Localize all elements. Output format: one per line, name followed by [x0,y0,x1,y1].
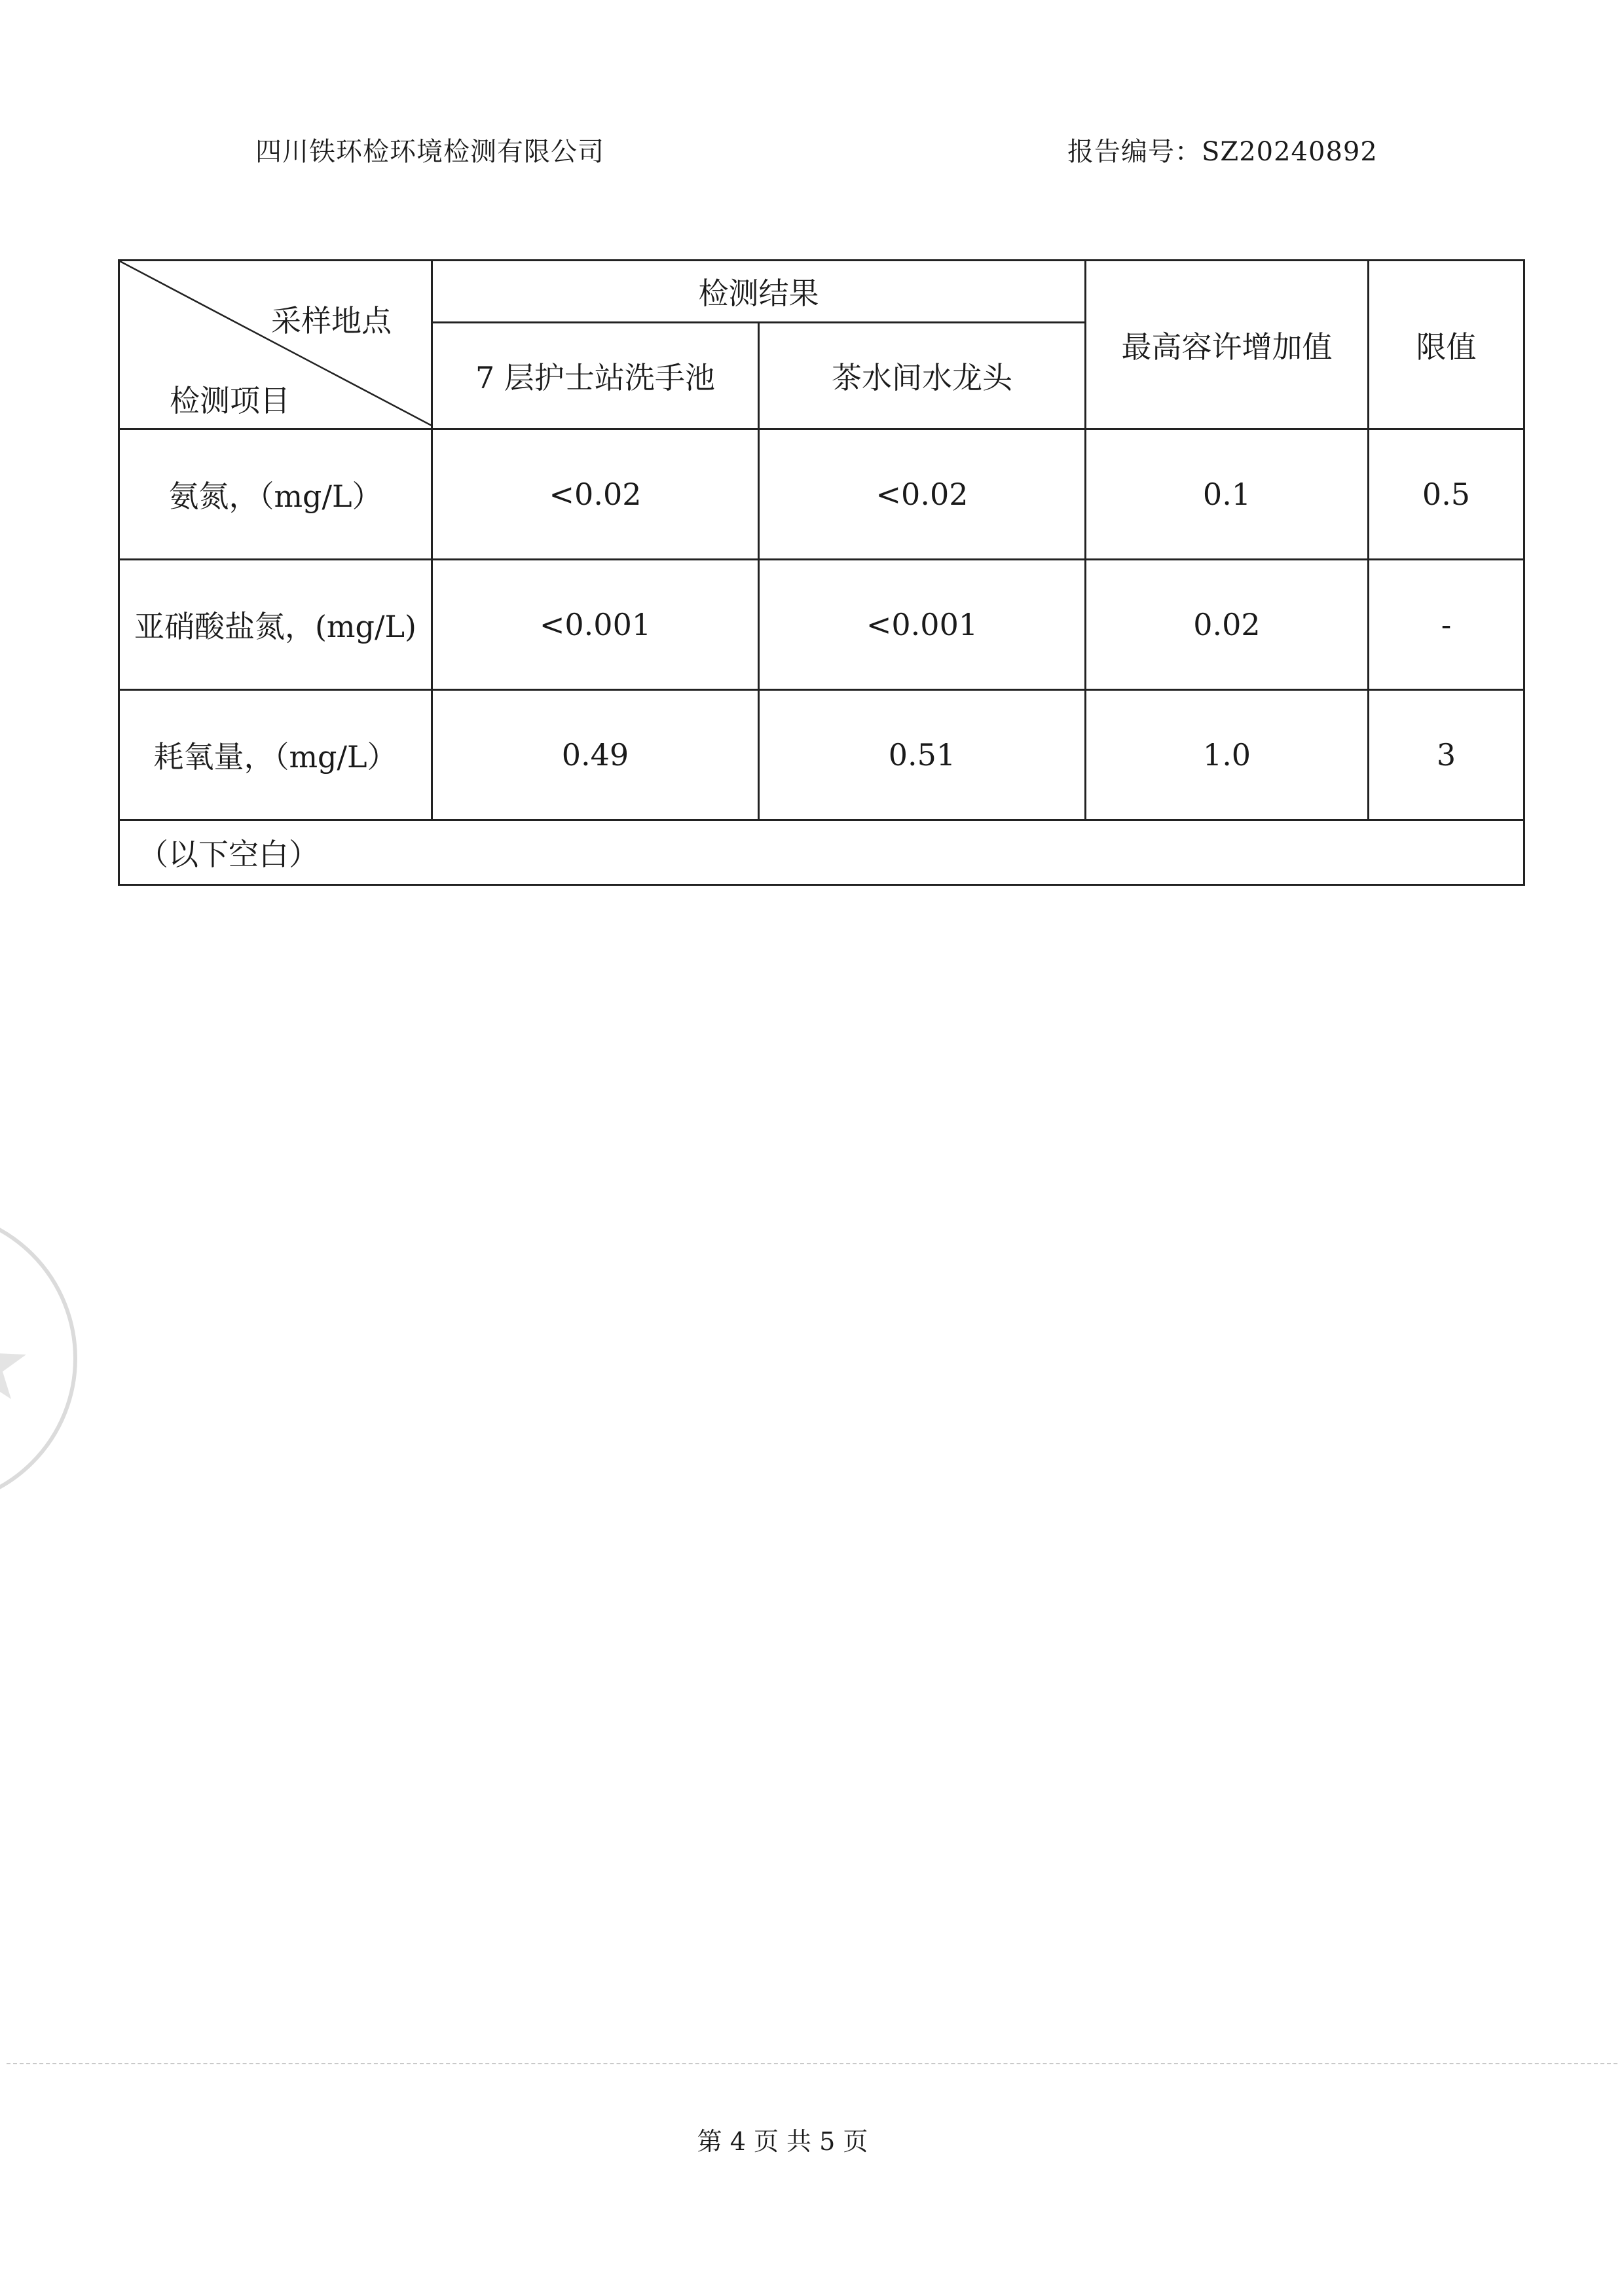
results-table [118,259,1525,886]
max-increase-value: 0.02 [1086,560,1369,690]
table-row [119,690,1524,820]
blank-note: （以下空白） [119,820,1524,885]
results-header: 检测结果 [432,261,1086,323]
test-item-label: 检测项目 [170,383,290,418]
page-number: 第 4 页 共 5 页 [697,2127,868,2156]
location-1-value: <0.02 [432,429,759,560]
max-increase-value: 1.0 [1086,690,1369,820]
table-row [119,429,1524,560]
max-increase-header: 最高容许增加值 [1086,261,1369,429]
report-number: 报告编号：SZ20240892 [1067,137,1378,167]
sampling-location-label: 采样地点 [271,303,392,338]
limit-header: 限值 [1369,261,1524,429]
item-cell: 耗氧量，（mg/L） [119,690,432,820]
location-1-value: <0.001 [432,560,759,690]
max-increase-value: 0.1 [1086,429,1369,560]
location-1-value: 0.49 [432,690,759,820]
location-2-value: <0.02 [759,429,1086,560]
item-cell: 亚硝酸盐氮，(mg/L) [119,560,432,690]
limit-value: 0.5 [1369,429,1524,560]
limit-value: - [1369,560,1524,690]
company-name: 四川铁环检环境检测有限公司 [255,137,604,167]
item-cell: 氨氮，（mg/L） [119,429,432,560]
location-2-value: 0.51 [759,690,1086,820]
location-2-header: 茶水间水龙头 [759,323,1086,429]
footer-divider [7,2063,1617,2064]
seal-stamp-fragment [0,1208,111,1509]
table-row [119,560,1524,690]
header-row [119,261,1524,323]
limit-value: 3 [1369,690,1524,820]
blank-note-row [119,820,1524,885]
location-1-header: 7 层护士站洗手池 [432,323,759,429]
location-2-value: <0.001 [759,560,1086,690]
star-icon [0,1326,26,1399]
diagonal-header-cell [119,261,432,429]
